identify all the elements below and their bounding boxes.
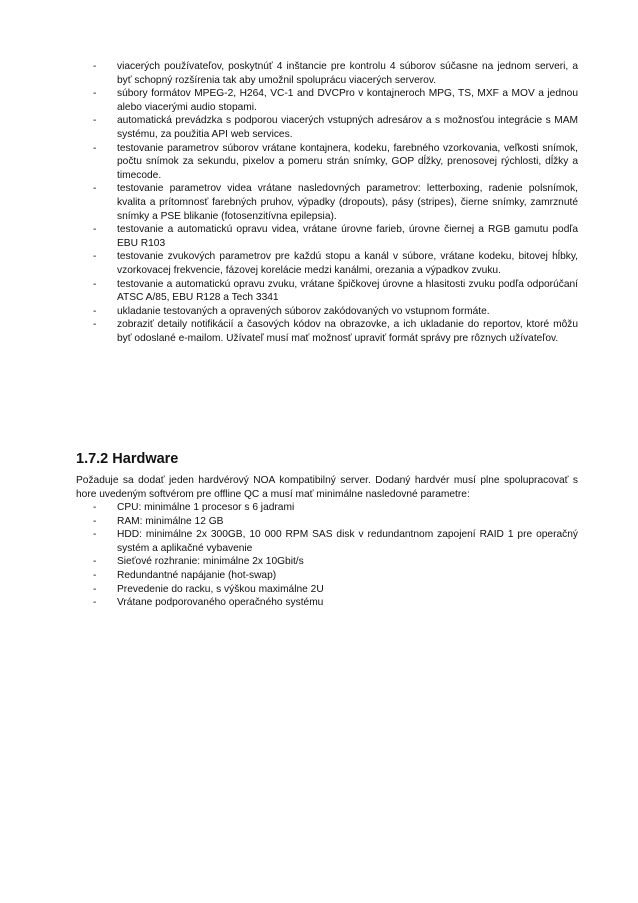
list-item: - Sieťové rozhranie: minimálne 2x 10Gbit/s <box>93 556 304 568</box>
list-item: - automatická prevádzka s podporou viacerých vstupných adresárov a s možnosťou integrácie s MAM systému, za použitia API web services. <box>93 115 578 140</box>
dash-bullet: - <box>93 183 97 195</box>
hardware-intro: Požaduje sa dodať jeden hardvérový NOA kompatibilný server. Dodaný hardvér musí plne spolupracovať s hore uvedeným softvérom pre offline QC a musí mať minimálne nasledovné parametre: <box>76 475 578 500</box>
dash-bullet: - <box>93 142 97 154</box>
dash-bullet: - <box>93 583 97 595</box>
dash-bullet: - <box>93 61 97 72</box>
dash-bullet: - <box>93 515 97 527</box>
list-item: - Redundantné napájanie (hot-swap) <box>93 569 277 581</box>
list-item: - testovanie zvukových parametrov pre každú stopu a kanál v súbore, vrátane kodeku, bitovej hĺbky, vzorkovacej frekvencie, fázovej korelácie medzi kanálmi, orezania a výpadkov zvuku. <box>93 251 578 276</box>
list-item: - RAM: minimálne 12 GB <box>93 515 224 527</box>
hardware-heading: 1.7.2 Hardware <box>76 451 179 467</box>
dash-bullet: - <box>93 569 97 581</box>
list-item: - testovanie a automatickú opravu zvuku, vrátane špičkovej úrovne a hlasitosti zvuku podľa odporúčaní ATSC A/85, EBU R128 a Tech 3341 <box>93 278 578 304</box>
list-item: - ukladanie testovaných a opravených súborov zakódovaných vo vstupnom formáte. <box>93 305 490 317</box>
list-item: - testovanie parametrov súborov vrátane kontajnera, kodeku, farebného vzorkovania, veľkosti snímok, počtu snímok za sekundu, pixelov a pomeru strán snímky, GOP dĺžky, prenosovej rýchlosti, dĺžky a timecode. <box>93 142 578 181</box>
hardware-requirements-list <box>0 501 638 610</box>
dash-bullet: - <box>93 224 97 236</box>
dash-bullet: - <box>93 502 97 513</box>
list-item: - viacerých používateľov, poskytnúť 4 inštancie pre kontrolu 4 súborov súčasne na jednom serveri, a byť schopný rozšírenia tak aby umožnil spoluprácu viacerých serverov. <box>93 61 578 86</box>
dash-bullet: - <box>93 88 97 100</box>
dash-bullet: - <box>93 305 97 317</box>
dash-bullet: - <box>93 529 97 541</box>
list-item: - testovanie a automatickú opravu videa, vrátane úrovne farieb, úrovne čiernej a RGB gamutu podľa EBU R103 <box>93 224 578 249</box>
list-item: - HDD: minimálne 2x 300GB, 10 000 RPM SAS disk v redundantnom zapojení RAID 1 pre operačný systém a aplikačné vybavenie <box>93 529 578 554</box>
dash-bullet: - <box>93 115 97 127</box>
list-item: - zobraziť detaily notifikácií a časových kódov na obrazovke, a ich ukladanie do reportov, ktoré môžu byť odoslané e-mailom. Užívateľ musí mať možnosť upraviť formát správy pre rôznych užívateľov. <box>93 319 578 344</box>
dash-bullet: - <box>93 319 97 331</box>
dash-bullet: - <box>93 597 97 609</box>
software-requirements-list <box>0 60 638 345</box>
list-item: - CPU: minimálne 1 procesor s 6 jadrami <box>93 502 295 513</box>
list-item: - súbory formátov MPEG-2, H264, VC-1 and DVCPro v kontajneroch MPG, TS, MXF a MOV a jednou alebo viacerými audio stopami. <box>93 88 578 113</box>
dash-bullet: - <box>93 251 97 263</box>
dash-bullet: - <box>93 556 97 568</box>
list-item: - testovanie parametrov videa vrátane nasledovných parametrov: letterboxing, radenie polsnímok, kvalita a prítomnosť farebných pruhov, výpadky (dropouts), pásy (stripes), čierne snímky, zamrznuté snímky a PSE blikanie (fotosenzitívna epilepsia). <box>93 183 578 222</box>
dash-bullet: - <box>93 278 97 290</box>
list-item: - Prevedenie do racku, s výškou maximálne 2U <box>93 583 324 595</box>
list-item: - Vrátane podporovaného operačného systému <box>93 597 324 609</box>
